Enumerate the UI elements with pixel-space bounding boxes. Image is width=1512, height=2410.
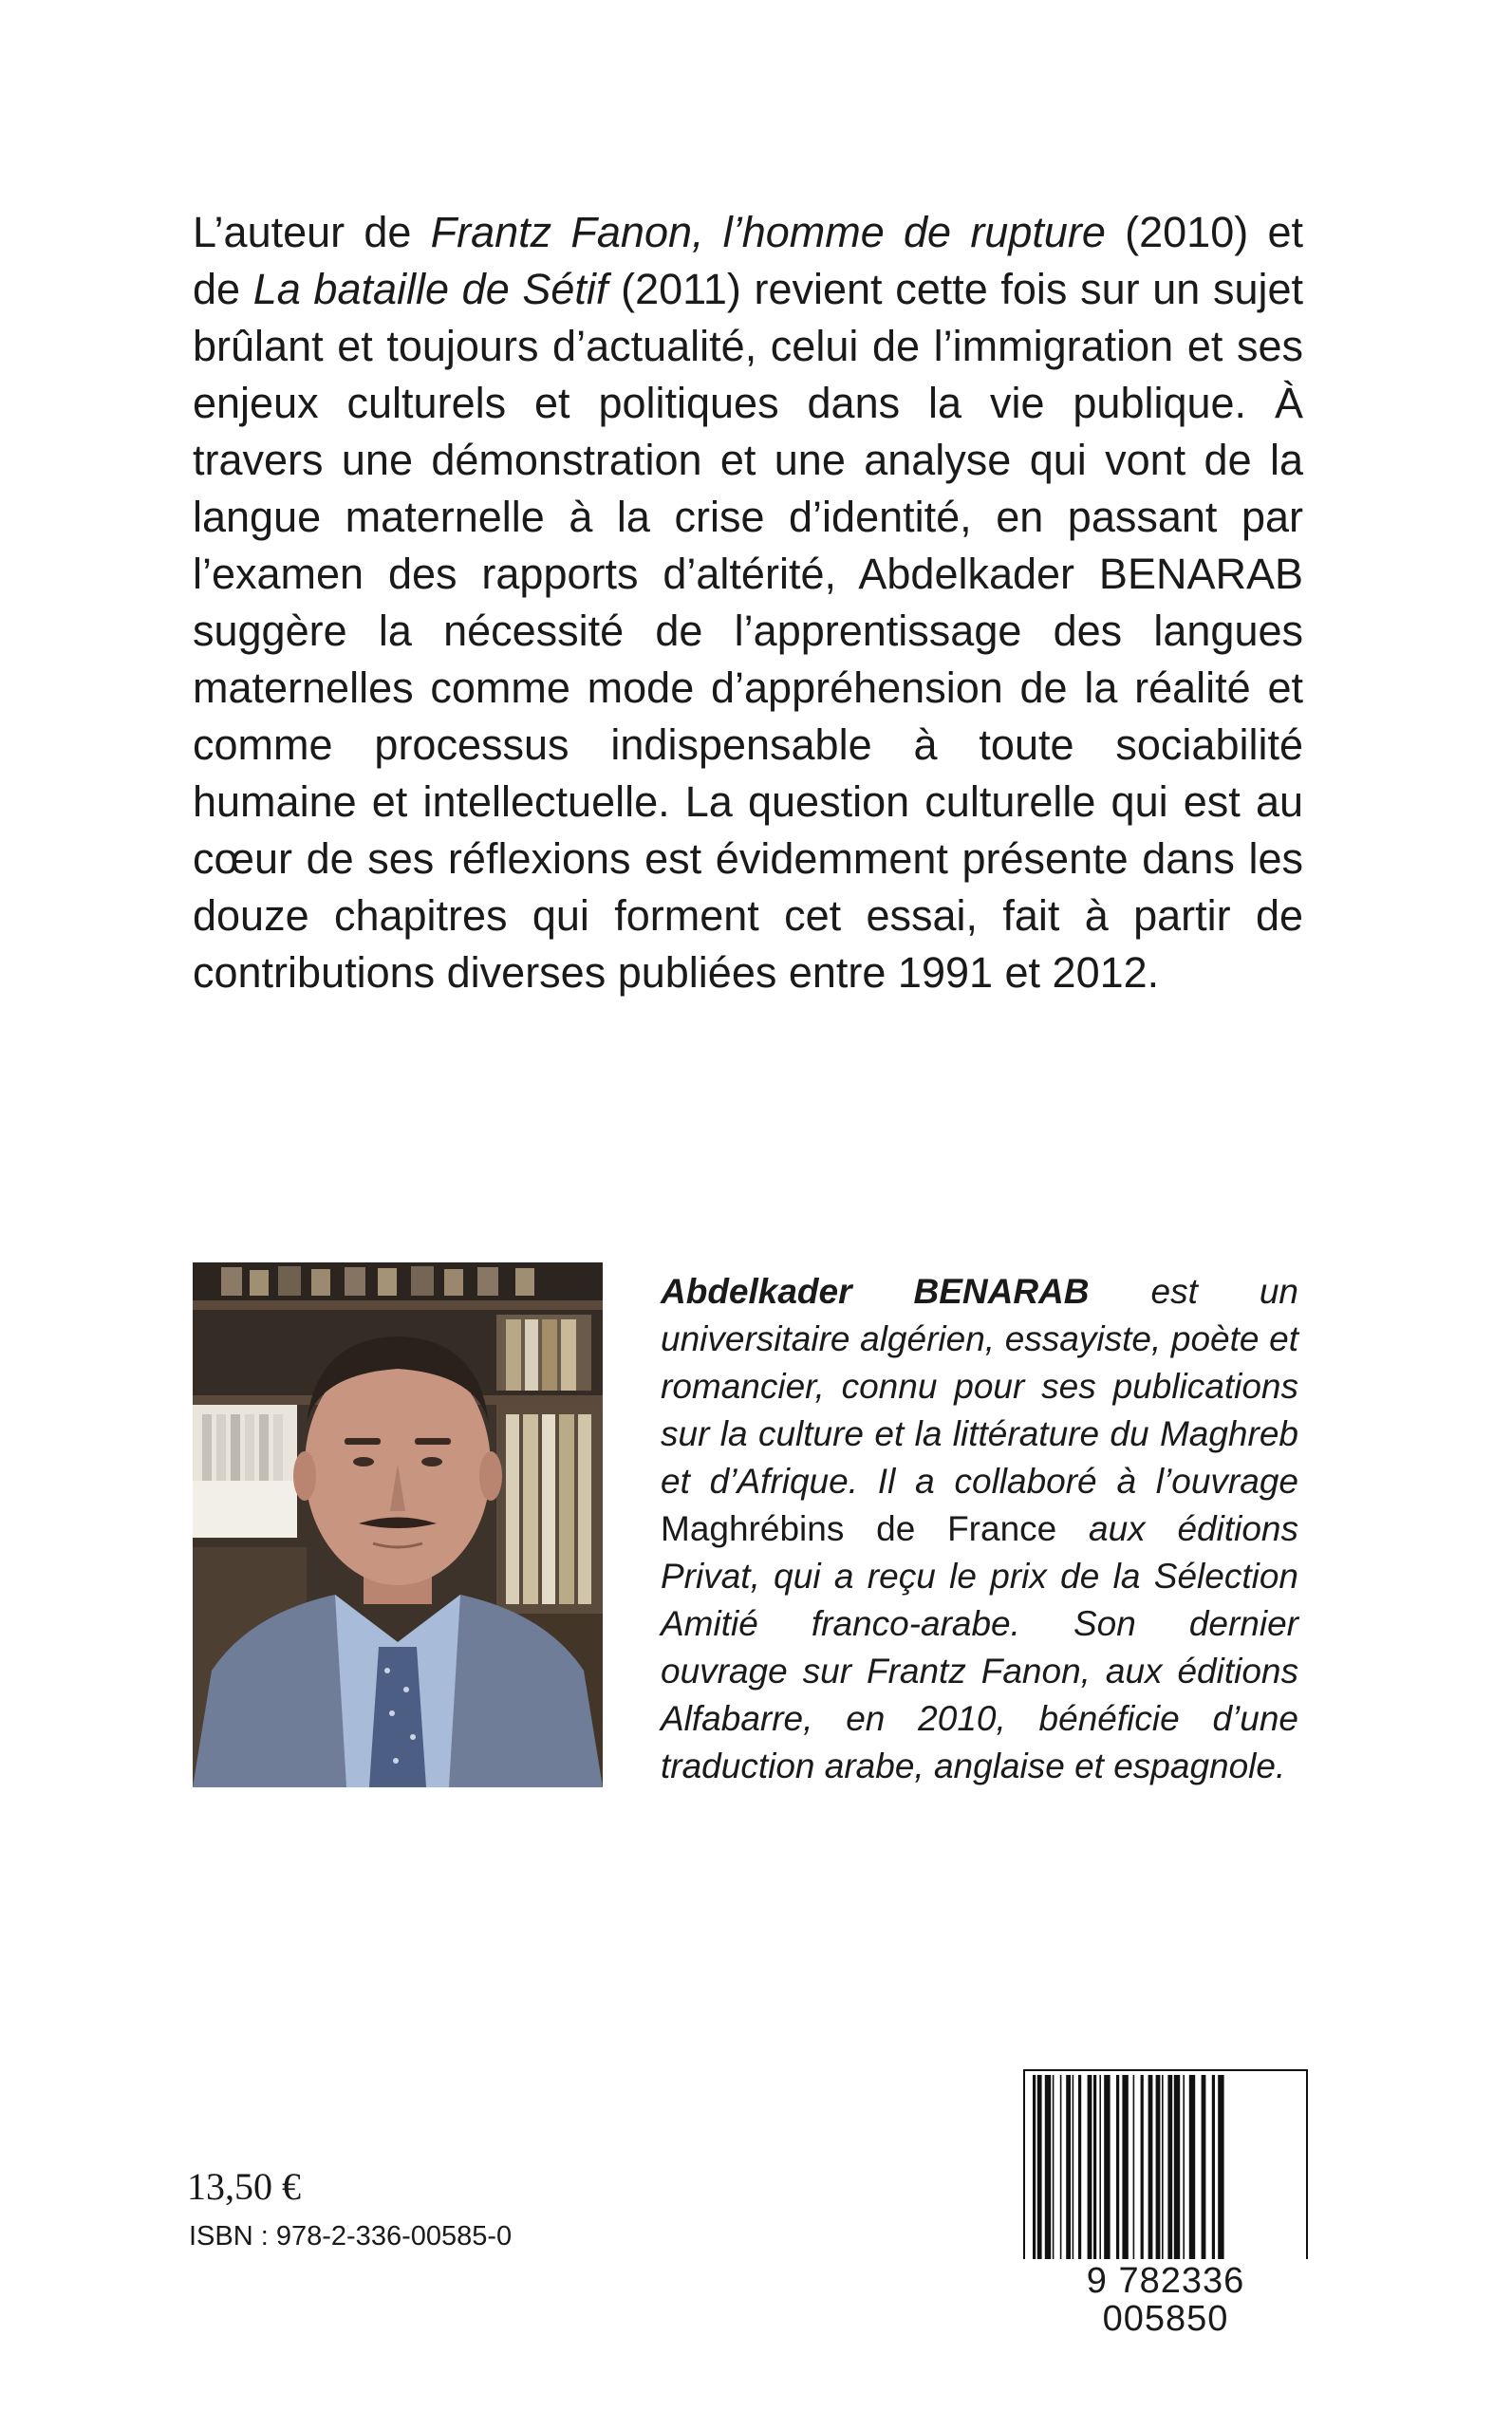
author-photo [193,1262,603,1787]
barcode-bar [1167,2075,1172,2259]
back-cover-blurb [193,204,1303,1001]
barcode-bar [1212,2075,1215,2259]
barcode-bar [1156,2075,1161,2259]
author-bio [661,1268,1298,1790]
barcode-bar [1218,2075,1223,2259]
barcode-bar [1174,2075,1180,2259]
barcode-bar [1093,2075,1096,2259]
author-portrait-image [193,1262,603,1787]
barcode-bar [1099,2075,1101,2259]
barcode [1023,2069,1308,2259]
barcode-bar [1183,2075,1185,2259]
price-label: 13,50 € [187,2165,301,2208]
barcode-bar [1116,2075,1119,2259]
barcode-bar [1066,2075,1071,2259]
barcode-bar [1073,2075,1074,2259]
barcode-bar [1088,2075,1092,2259]
blurb-title-bataille-setif: La bataille de Sétif [252,265,608,313]
blurb-title-frantz-fanon: Frantz Fanon, l’homme de rupture [430,208,1106,256]
barcode-bar [1141,2075,1144,2259]
barcode-bar [1104,2075,1110,2259]
barcode-bar [1202,2075,1206,2259]
author-name: Abdelkader BENARAB [661,1272,1090,1311]
barcode-digits: 9 782336 005850 [1086,2261,1245,2339]
barcode-bar [1060,2075,1062,2259]
blurb-text-3: (2011) revient cette fois sur un sujet brûlant et toujours d’actualité, celui de l’immigration et ses enjeux culturels et politiques dans la vie publique. À travers une démonstration et une analyse qui vont de la langue maternelle à la crise d’identité, en passant par l’examen des rapports d’altérité, Abdelkader BENARAB suggère la nécessité de l’apprentissage des langues maternelles comme mode d’appréhension de la réalité et comme processus indispensable à toute sociabilité humaine et intellectuelle. La question culturelle qui est au cœur de ses réflexions est évidemment présente dans les douze chapitres qui forment cet essai, fait à partir de contributions diverses publiées entre 1991 et 2012. [193,265,1304,997]
barcode-bar [1133,2075,1135,2259]
barcode-bar [1033,2075,1036,2259]
bio-text-1: est un universitaire algérien, essayiste, poète et romancier, connu pour ses publications sur la culture et la littérature du Maghreb et d’Afrique. Il a collaboré à l’ouvrage [661,1272,1299,1501]
bio-text-2: aux éditions Privat, qui a reçu le prix de la Sélection Amitié franco-arabe. Son dernier ouvrage sur Frantz Fanon, aux éditions Alfabarre, en 2010, bénéficie d’une traduction arabe, anglaise et espagnole. [661,1509,1299,1785]
barcode-bar [1189,2075,1195,2259]
barcode-bar [1037,2075,1042,2259]
barcode-bar [1078,2075,1081,2259]
barcode-bar [1162,2075,1164,2259]
isbn-label: ISBN : 978-2-336-00585-0 [189,2221,513,2251]
barcode-bar [1053,2075,1055,2259]
barcode-bars [1023,2069,1308,2259]
blurb-text-2: (2010) et de [193,208,1303,313]
bio-work-title: Maghrébins de France [661,1509,1057,1548]
barcode-bar [1148,2075,1153,2259]
barcode-bar [1122,2075,1128,2259]
blurb-text-1: L’auteur de [193,208,431,256]
barcode-bar [1045,2075,1051,2259]
